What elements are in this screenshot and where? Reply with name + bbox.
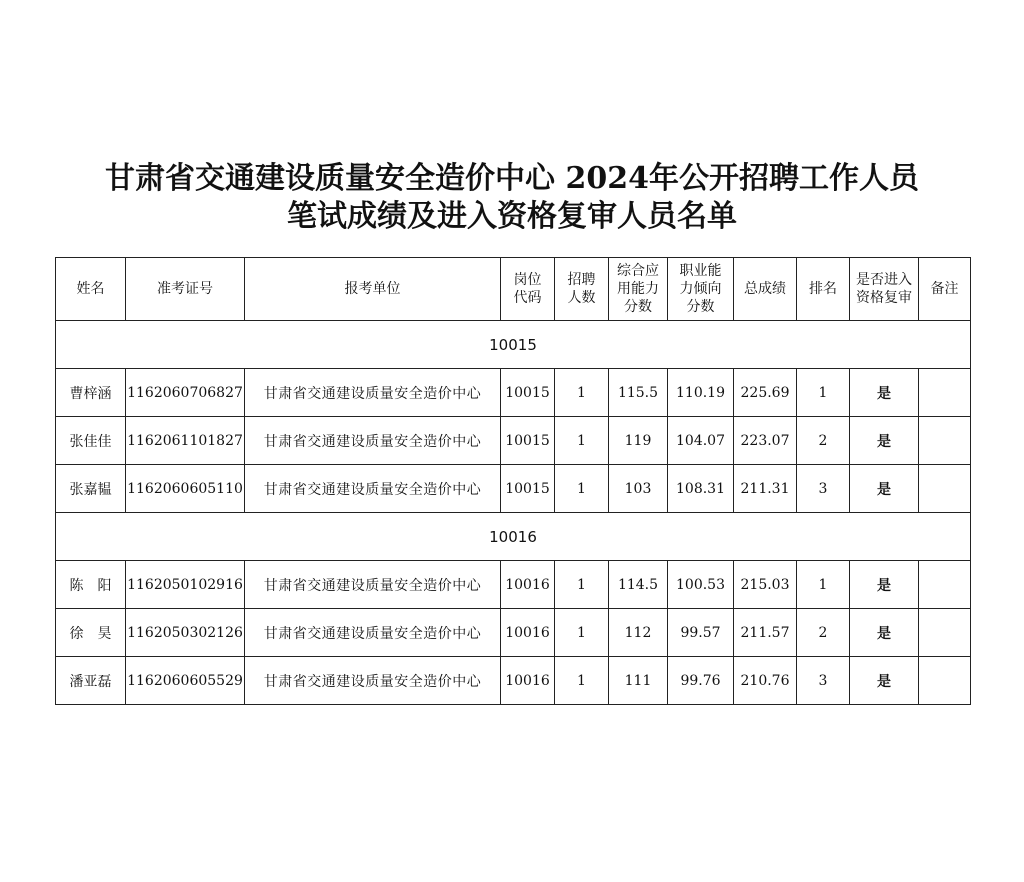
cell-rank: 2: [797, 417, 850, 465]
cell-hires: 1: [555, 417, 609, 465]
title-line-1: 甘肃省交通建设质量安全造价中心 2024年公开招聘工作人员: [105, 161, 919, 196]
cell-review: 是: [850, 417, 919, 465]
cell-remark: [919, 465, 971, 513]
cell-post-code: 10015: [501, 417, 555, 465]
cell-hires: 1: [555, 657, 609, 705]
cell-remark: [919, 417, 971, 465]
cell-rank: 2: [797, 609, 850, 657]
cell-unit: 甘肃省交通建设质量安全造价中心: [245, 465, 501, 513]
cell-remark: [919, 561, 971, 609]
cell-post-code: 10016: [501, 657, 555, 705]
title-line-2: 笔试成绩及进入资格复审人员名单: [287, 199, 737, 234]
cell-total: 225.69: [734, 369, 797, 417]
cell-total: 215.03: [734, 561, 797, 609]
cell-name: 张嘉韫: [56, 465, 126, 513]
cell-score-a: 103: [609, 465, 668, 513]
score-table: [55, 257, 971, 705]
cell-score-b: 99.57: [668, 609, 734, 657]
cell-exam-id: 1162060706827: [126, 369, 245, 417]
header-score-b: 职业能力倾向分数: [668, 258, 734, 321]
header-post-code: 岗位代码: [501, 258, 555, 321]
header-rank: 排名: [797, 258, 850, 321]
cell-total: 210.76: [734, 657, 797, 705]
cell-score-b: 100.53: [668, 561, 734, 609]
group-row: [56, 321, 971, 369]
cell-name: 陈 阳: [56, 561, 126, 609]
cell-hires: 1: [555, 369, 609, 417]
table-row: [56, 417, 971, 465]
cell-score-a: 114.5: [609, 561, 668, 609]
document-title: [0, 160, 1024, 236]
cell-score-a: 112: [609, 609, 668, 657]
cell-remark: [919, 657, 971, 705]
cell-total: 211.57: [734, 609, 797, 657]
cell-name: 潘亚磊: [56, 657, 126, 705]
cell-exam-id: 1162060605529: [126, 657, 245, 705]
cell-score-b: 99.76: [668, 657, 734, 705]
cell-post-code: 10015: [501, 465, 555, 513]
header-total: 总成绩: [734, 258, 797, 321]
cell-total: 223.07: [734, 417, 797, 465]
cell-remark: [919, 369, 971, 417]
cell-name: 徐 昊: [56, 609, 126, 657]
cell-name: 曹梓涵: [56, 369, 126, 417]
cell-rank: 1: [797, 369, 850, 417]
cell-exam-id: 1162061101827: [126, 417, 245, 465]
header-hires: 招聘人数: [555, 258, 609, 321]
cell-rank: 3: [797, 657, 850, 705]
table-row: [56, 465, 971, 513]
table-row: [56, 561, 971, 609]
cell-review: 是: [850, 561, 919, 609]
cell-score-b: 110.19: [668, 369, 734, 417]
cell-exam-id: 1162050302126: [126, 609, 245, 657]
header-score-a: 综合应用能力分数: [609, 258, 668, 321]
cell-post-code: 10016: [501, 609, 555, 657]
group-code: 10015: [56, 321, 971, 369]
header-remark: 备注: [919, 258, 971, 321]
cell-post-code: 10015: [501, 369, 555, 417]
group-code: 10016: [56, 513, 971, 561]
cell-rank: 3: [797, 465, 850, 513]
cell-exam-id: 1162050102916: [126, 561, 245, 609]
cell-hires: 1: [555, 561, 609, 609]
header-review: 是否进入资格复审: [850, 258, 919, 321]
cell-review: 是: [850, 465, 919, 513]
cell-unit: 甘肃省交通建设质量安全造价中心: [245, 369, 501, 417]
cell-unit: 甘肃省交通建设质量安全造价中心: [245, 417, 501, 465]
cell-hires: 1: [555, 465, 609, 513]
cell-post-code: 10016: [501, 561, 555, 609]
cell-remark: [919, 609, 971, 657]
cell-score-a: 111: [609, 657, 668, 705]
header-unit: 报考单位: [245, 258, 501, 321]
cell-unit: 甘肃省交通建设质量安全造价中心: [245, 657, 501, 705]
cell-score-a: 119: [609, 417, 668, 465]
cell-exam-id: 1162060605110: [126, 465, 245, 513]
cell-score-b: 108.31: [668, 465, 734, 513]
cell-total: 211.31: [734, 465, 797, 513]
cell-review: 是: [850, 657, 919, 705]
group-row: [56, 513, 971, 561]
table-row: [56, 609, 971, 657]
table-row: [56, 369, 971, 417]
cell-score-b: 104.07: [668, 417, 734, 465]
cell-unit: 甘肃省交通建设质量安全造价中心: [245, 561, 501, 609]
cell-name: 张佳佳: [56, 417, 126, 465]
cell-score-a: 115.5: [609, 369, 668, 417]
cell-rank: 1: [797, 561, 850, 609]
cell-review: 是: [850, 369, 919, 417]
table-row: [56, 657, 971, 705]
cell-review: 是: [850, 609, 919, 657]
table-header-row: [56, 258, 971, 321]
cell-hires: 1: [555, 609, 609, 657]
header-name: 姓名: [56, 258, 126, 321]
header-exam-id: 准考证号: [126, 258, 245, 321]
table-body: [56, 321, 971, 705]
cell-unit: 甘肃省交通建设质量安全造价中心: [245, 609, 501, 657]
